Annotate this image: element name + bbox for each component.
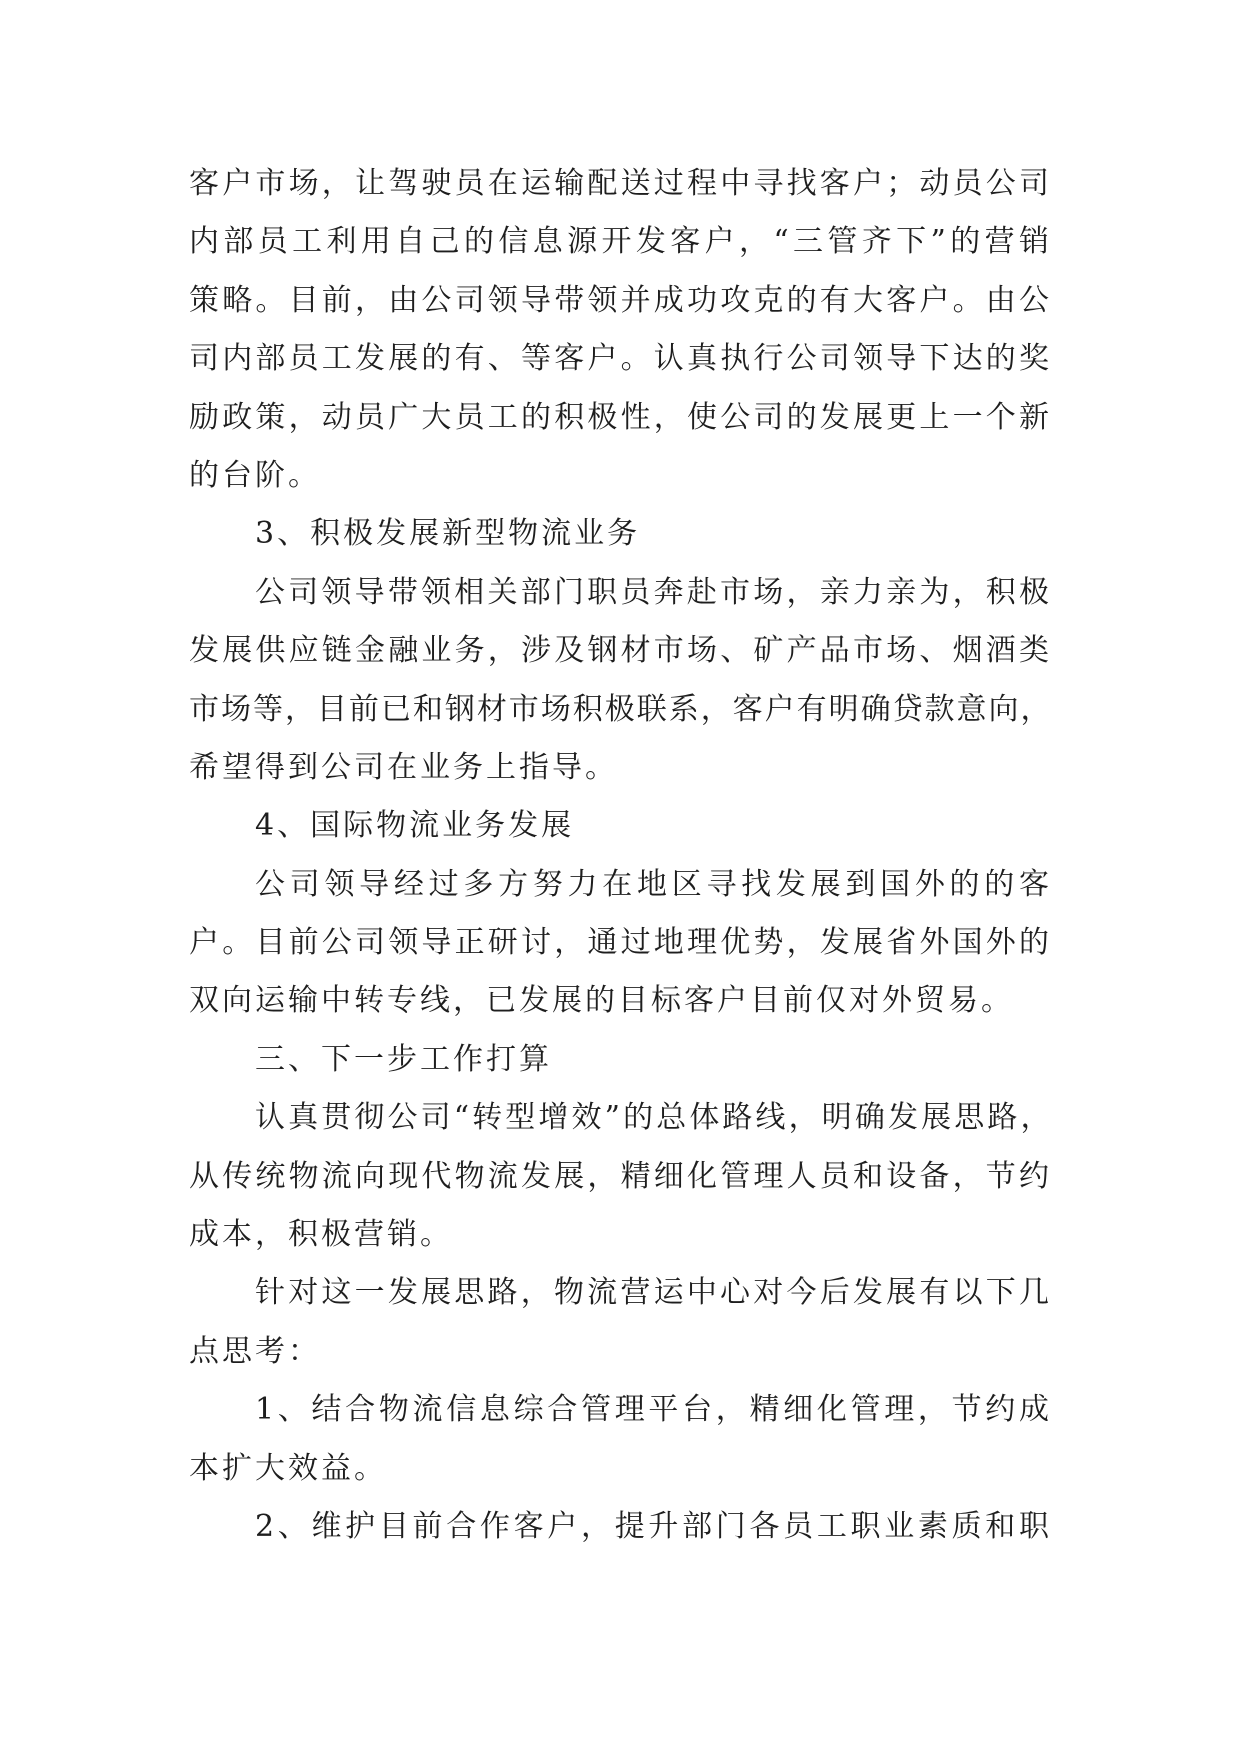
text-line: 励政策，动员广大员工的积极性，使公司的发展更上一个新 [189, 399, 1052, 435]
text-line: 策略。目前，由公司领导带领并成功攻克的有大客户。由公 [189, 282, 1052, 318]
paragraph [189, 564, 1052, 798]
paragraph [189, 1089, 1052, 1264]
text-line: 公司领导带领相关部门职员奔赴市场，亲力亲为，积极 [255, 574, 1052, 610]
text-line: 2、维护目前合作客户，提升部门各员工职业素质和职 [255, 1508, 1052, 1544]
section-heading-text: 三、下一步工作打算 [255, 1041, 552, 1077]
document-body [189, 155, 1052, 1556]
text-line: 本扩大效益。 [189, 1450, 387, 1486]
text-line: 内部员工利用自己的信息源开发客户，“三管齐下”的营销 [189, 224, 1052, 260]
text-line: 司内部员工发展的有、等客户。认真执行公司领导下达的奖 [189, 341, 1052, 377]
text-line: 针对这一发展思路，物流营运中心对今后发展有以下几 [255, 1275, 1052, 1311]
text-line: 的台阶。 [189, 457, 321, 493]
text-line: 客户市场，让驾驶员在运输配送过程中寻找客户；动员公司 [189, 166, 1052, 201]
section-heading [189, 797, 1052, 855]
text-line: 双向运输中转专线，已发展的目标客户目前仅对外贸易。 [189, 983, 1014, 1019]
text-line: 公司领导经过多方努力在地区寻找发展到国外的的客 [255, 866, 1052, 902]
text-line: 认真贯彻公司“转型增效”的总体路线，明确发展思路， [255, 1100, 1052, 1136]
paragraph [189, 856, 1052, 1031]
text-line: 发展供应链金融业务，涉及钢材市场、矿产品市场、烟酒类 [189, 633, 1052, 669]
section-heading-text: 4、国际物流业务发展 [255, 808, 575, 844]
section-heading [189, 505, 1052, 563]
paragraph [189, 1381, 1052, 1498]
text-line: 市场等，目前已和钢材市场积极联系，客户有明确贷款意向， [189, 691, 1052, 727]
text-line: 成本，积极营销。 [189, 1217, 453, 1253]
section-heading [189, 1031, 1052, 1089]
paragraph [189, 1498, 1052, 1556]
text-line: 从传统物流向现代物流发展，精细化管理人员和设备，节约 [189, 1158, 1052, 1194]
paragraph [189, 155, 1052, 505]
text-line: 户。目前公司领导正研讨，通过地理优势，发展省外国外的 [189, 925, 1052, 961]
section-heading-text: 3、积极发展新型物流业务 [255, 516, 641, 552]
text-line: 希望得到公司在业务上指导。 [189, 749, 618, 785]
paragraph [189, 1264, 1052, 1381]
text-line: 1、结合物流信息综合管理平台，精细化管理，节约成 [255, 1392, 1052, 1428]
text-line: 点思考： [189, 1333, 321, 1369]
